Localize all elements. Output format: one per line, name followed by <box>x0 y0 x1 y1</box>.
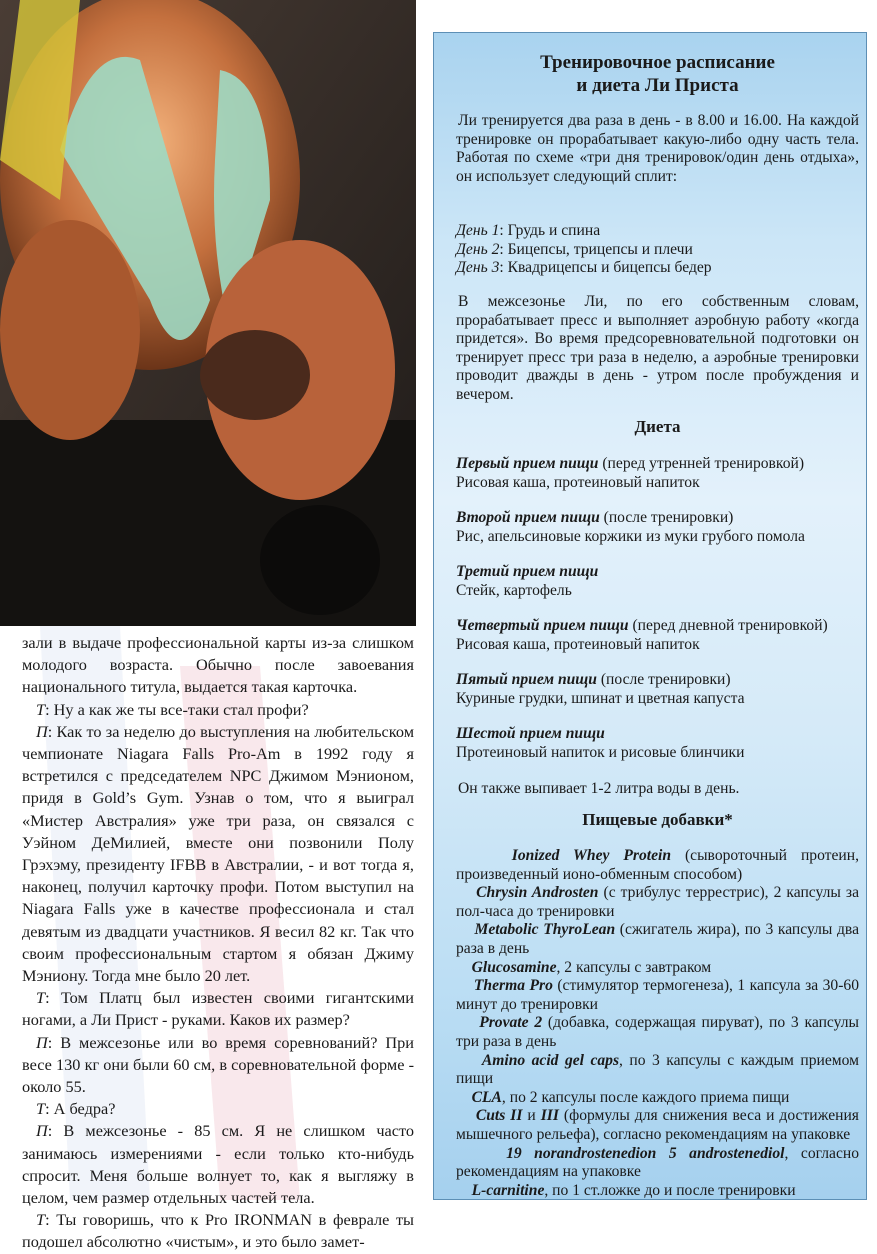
day-line <box>456 241 859 260</box>
supplement-name: III <box>540 1107 559 1125</box>
diet-heading: Диета <box>634 417 681 436</box>
meal-food: Рисовая каша, протеиновый напиток <box>456 635 700 653</box>
supplement-name: 19 norandrostenedion 5 androstenediol <box>506 1144 785 1162</box>
meal-name: Пятый прием пищи <box>456 671 597 688</box>
paragraph-text: : Том Платц был известен своими гигантскими ногами, а Ли Прист - руками. Каков их размер? <box>22 988 414 1030</box>
supplement-item <box>456 977 859 1014</box>
bodybuilder-photo <box>0 0 416 626</box>
article-paragraph <box>22 699 414 721</box>
speaker-label: Т <box>36 1210 46 1230</box>
supplements-heading: Пищевые добавки* <box>582 810 733 829</box>
supplement-text: (формулы для снижения веса и достижения мышечного рельефа), согласно рекомендациям на упаковке <box>456 1107 859 1143</box>
supplement-name: Amino acid gel caps <box>481 1051 620 1069</box>
article-paragraph <box>22 987 414 1031</box>
supplement-text: (с трибулус террестрис), 2 капсулы за пол-часа до тренировки <box>456 884 860 920</box>
meal-food: Куриные грудки, шпинат и цветная капуста <box>456 689 745 707</box>
meal-name: Третий прием пищи <box>456 563 599 580</box>
supplement-text: (сжигатель жира), по 3 капсулы два раза в день <box>456 921 859 957</box>
meal-name: Второй прием пищи <box>456 509 600 526</box>
meal-title <box>456 725 859 744</box>
day-label: День 3 <box>456 259 500 277</box>
supplement-name: Metabolic ThyroLean <box>474 921 616 939</box>
paragraph-text: : Ты говоришь, что к Pro IRONMAN в феврале ты подошел абсолютно «чистым», и это было замет- <box>22 1210 414 1252</box>
supplement-text: , по 2 капсулы после каждого приема пищи <box>501 1088 790 1106</box>
meal-title <box>456 563 859 582</box>
supplement-name: Ionized Whey Protein <box>511 847 672 864</box>
supplement-name: Chrysin Androsten <box>476 884 599 902</box>
supplement-name: Cuts II <box>475 1107 523 1125</box>
supplement-item <box>456 1145 859 1182</box>
supplement-text: (добавка, содержащая пируват), по 3 капсулы три раза в день <box>456 1014 860 1050</box>
speaker-label: П <box>36 1121 48 1141</box>
article-paragraph <box>22 1209 414 1253</box>
meal-note: (после тренировки) <box>596 671 731 688</box>
supplement-name: L-carnitine <box>471 1181 545 1199</box>
meal-note: (перед утренней тренировкой) <box>598 455 805 472</box>
meal-food: Протеиновый напиток и рисовые блинчики <box>456 743 745 761</box>
meal-name: Четвертый прием пищи <box>456 617 629 634</box>
speaker-label: Т <box>36 988 46 1008</box>
article-paragraph <box>22 721 414 987</box>
supplement-text: , 2 капсулы с завтраком <box>556 958 712 976</box>
supplement-text: , согласно рекомендациям на упаковке <box>456 1144 860 1181</box>
paragraph-text: : А бедра? <box>45 1099 116 1119</box>
supplement-name: Glucosamine <box>471 958 557 976</box>
article-text <box>22 632 414 1254</box>
supplement-text: (сывороточный протеин, произведенный ионо-обменным способом) <box>456 847 860 883</box>
article-paragraph: зали в выдаче профессиональной карты из-за слишком молодого возраста. Обычно после завоевания национального титула, выдается такая карточка. <box>22 633 414 697</box>
supplement-text: и <box>522 1107 541 1125</box>
title-line: Тренировочное расписание <box>540 52 775 73</box>
supplement-item <box>456 847 859 884</box>
meal-food: Рисовая каша, протеиновый напиток <box>456 473 700 491</box>
meal-food: Рис, апельсиновые коржики из муки грубого помола <box>456 527 805 545</box>
day-text: : Бицепсы, трицепсы и плечи <box>499 240 693 258</box>
meal-title <box>456 671 859 690</box>
day-line <box>456 222 859 241</box>
paragraph-text: : Ну а как же ты все-таки стал профи? <box>45 699 309 719</box>
paragraph-text: : Как то за неделю до выступления на любительском чемпионате Niagara Falls Pro-Am в 1992 году я встретился с председателем NPC Джимом Мэнионом, придя в Gold’s Gym. Узнав о том, что я выиграл «Мистер Австралия» уже три раза, он связался с Уэйном ДеМилией, вместе они позвонили Полу Грэхэму, президенту IFBB в Австралии, - и вот тогда я, наконец, получил карточку профи. Потом выступил на Niagara Falls уже в качестве профессионала и стал девятым из двадцати участников. Я весил 82 кг. Так что своим профессиональным стартом я обязан Джиму Мэниону. Тогда мне было 20 лет. <box>22 721 414 986</box>
day-label: День 1 <box>456 222 500 239</box>
day-text: : Квадрицепсы и бицепсы бедер <box>499 259 712 277</box>
supplement-text: (стимулятор термогенеза), 1 капсула за 30-60 минут до тренировки <box>456 977 860 1013</box>
day-text: : Грудь и спина <box>499 222 601 239</box>
supplement-item <box>456 1107 859 1144</box>
meal-title <box>456 455 859 474</box>
supplement-text: , по 3 капсулы с каждым приемом пищи <box>456 1051 860 1088</box>
speaker-label: П <box>36 721 48 741</box>
supplement-item <box>456 1014 859 1051</box>
speaker-label: Т <box>36 699 46 719</box>
speaker-label: Т <box>36 1099 46 1119</box>
meal-name: Шестой прием пищи <box>456 725 605 742</box>
article-paragraph <box>22 1032 414 1099</box>
supplement-item <box>456 884 859 921</box>
intro-paragraph: Ли тренируется два раза в день - в 8.00 и 16.00. На каждой тренировке он прорабатывает какую-либо одну часть тела. Работая по схеме «три дня тренировок/один день отдыха», он использует следующий сплит: <box>456 112 859 185</box>
training-sidebar <box>433 32 867 1200</box>
article-paragraph <box>22 1098 414 1120</box>
supplement-name: CLA <box>471 1088 502 1106</box>
water-note: Он также выпивает 1-2 литра воды в день. <box>458 780 740 797</box>
supplement-name: Provate 2 <box>479 1014 543 1032</box>
meal-name: Первый прием пищи <box>456 455 599 472</box>
article-paragraph <box>22 1120 414 1209</box>
supplement-item <box>456 1089 859 1108</box>
paragraph-text: : В межсезонье или во время соревнований? При весе 130 кг они были 60 см, в соревновательной форме - около 55. <box>22 1032 414 1097</box>
day-label: День 2 <box>456 240 500 258</box>
supplement-item <box>456 959 859 978</box>
meal-note: (перед дневной тренировкой) <box>628 617 828 634</box>
offseason-paragraph: В межсезонье Ли, по его собственным словам, прорабатывает пресс и выполняет аэробную работу «когда придется». Во время предсоревновательной подготовки он тренирует пресс три раза в неделю, а аэробные тренировки проводит дважды в день - утром после пробуждения и вечером. <box>456 293 859 403</box>
speaker-label: П <box>36 1032 48 1052</box>
paragraph-text: : В межсезонье - 85 см. Я не слишком часто занимаюсь измерениями - если только кто-нибудь спросит. Меня больше волнует то, как я выгляжу в целом, чем размер отдельных частей тела. <box>22 1121 414 1208</box>
supplement-name: Therma Pro <box>473 977 553 995</box>
supplement-item <box>456 921 859 958</box>
title-line: и диета Ли Приста <box>576 75 739 96</box>
meal-title <box>456 509 859 528</box>
sidebar-title <box>456 51 859 97</box>
supplement-text: , по 1 ст.ложке до и после тренировки <box>544 1181 796 1199</box>
day-line <box>456 259 859 278</box>
supplement-item <box>456 1182 859 1201</box>
supplement-item <box>456 1052 859 1089</box>
meal-note: (после тренировки) <box>599 509 734 526</box>
meal-title <box>456 617 859 636</box>
meal-food: Стейк, картофель <box>456 581 572 599</box>
